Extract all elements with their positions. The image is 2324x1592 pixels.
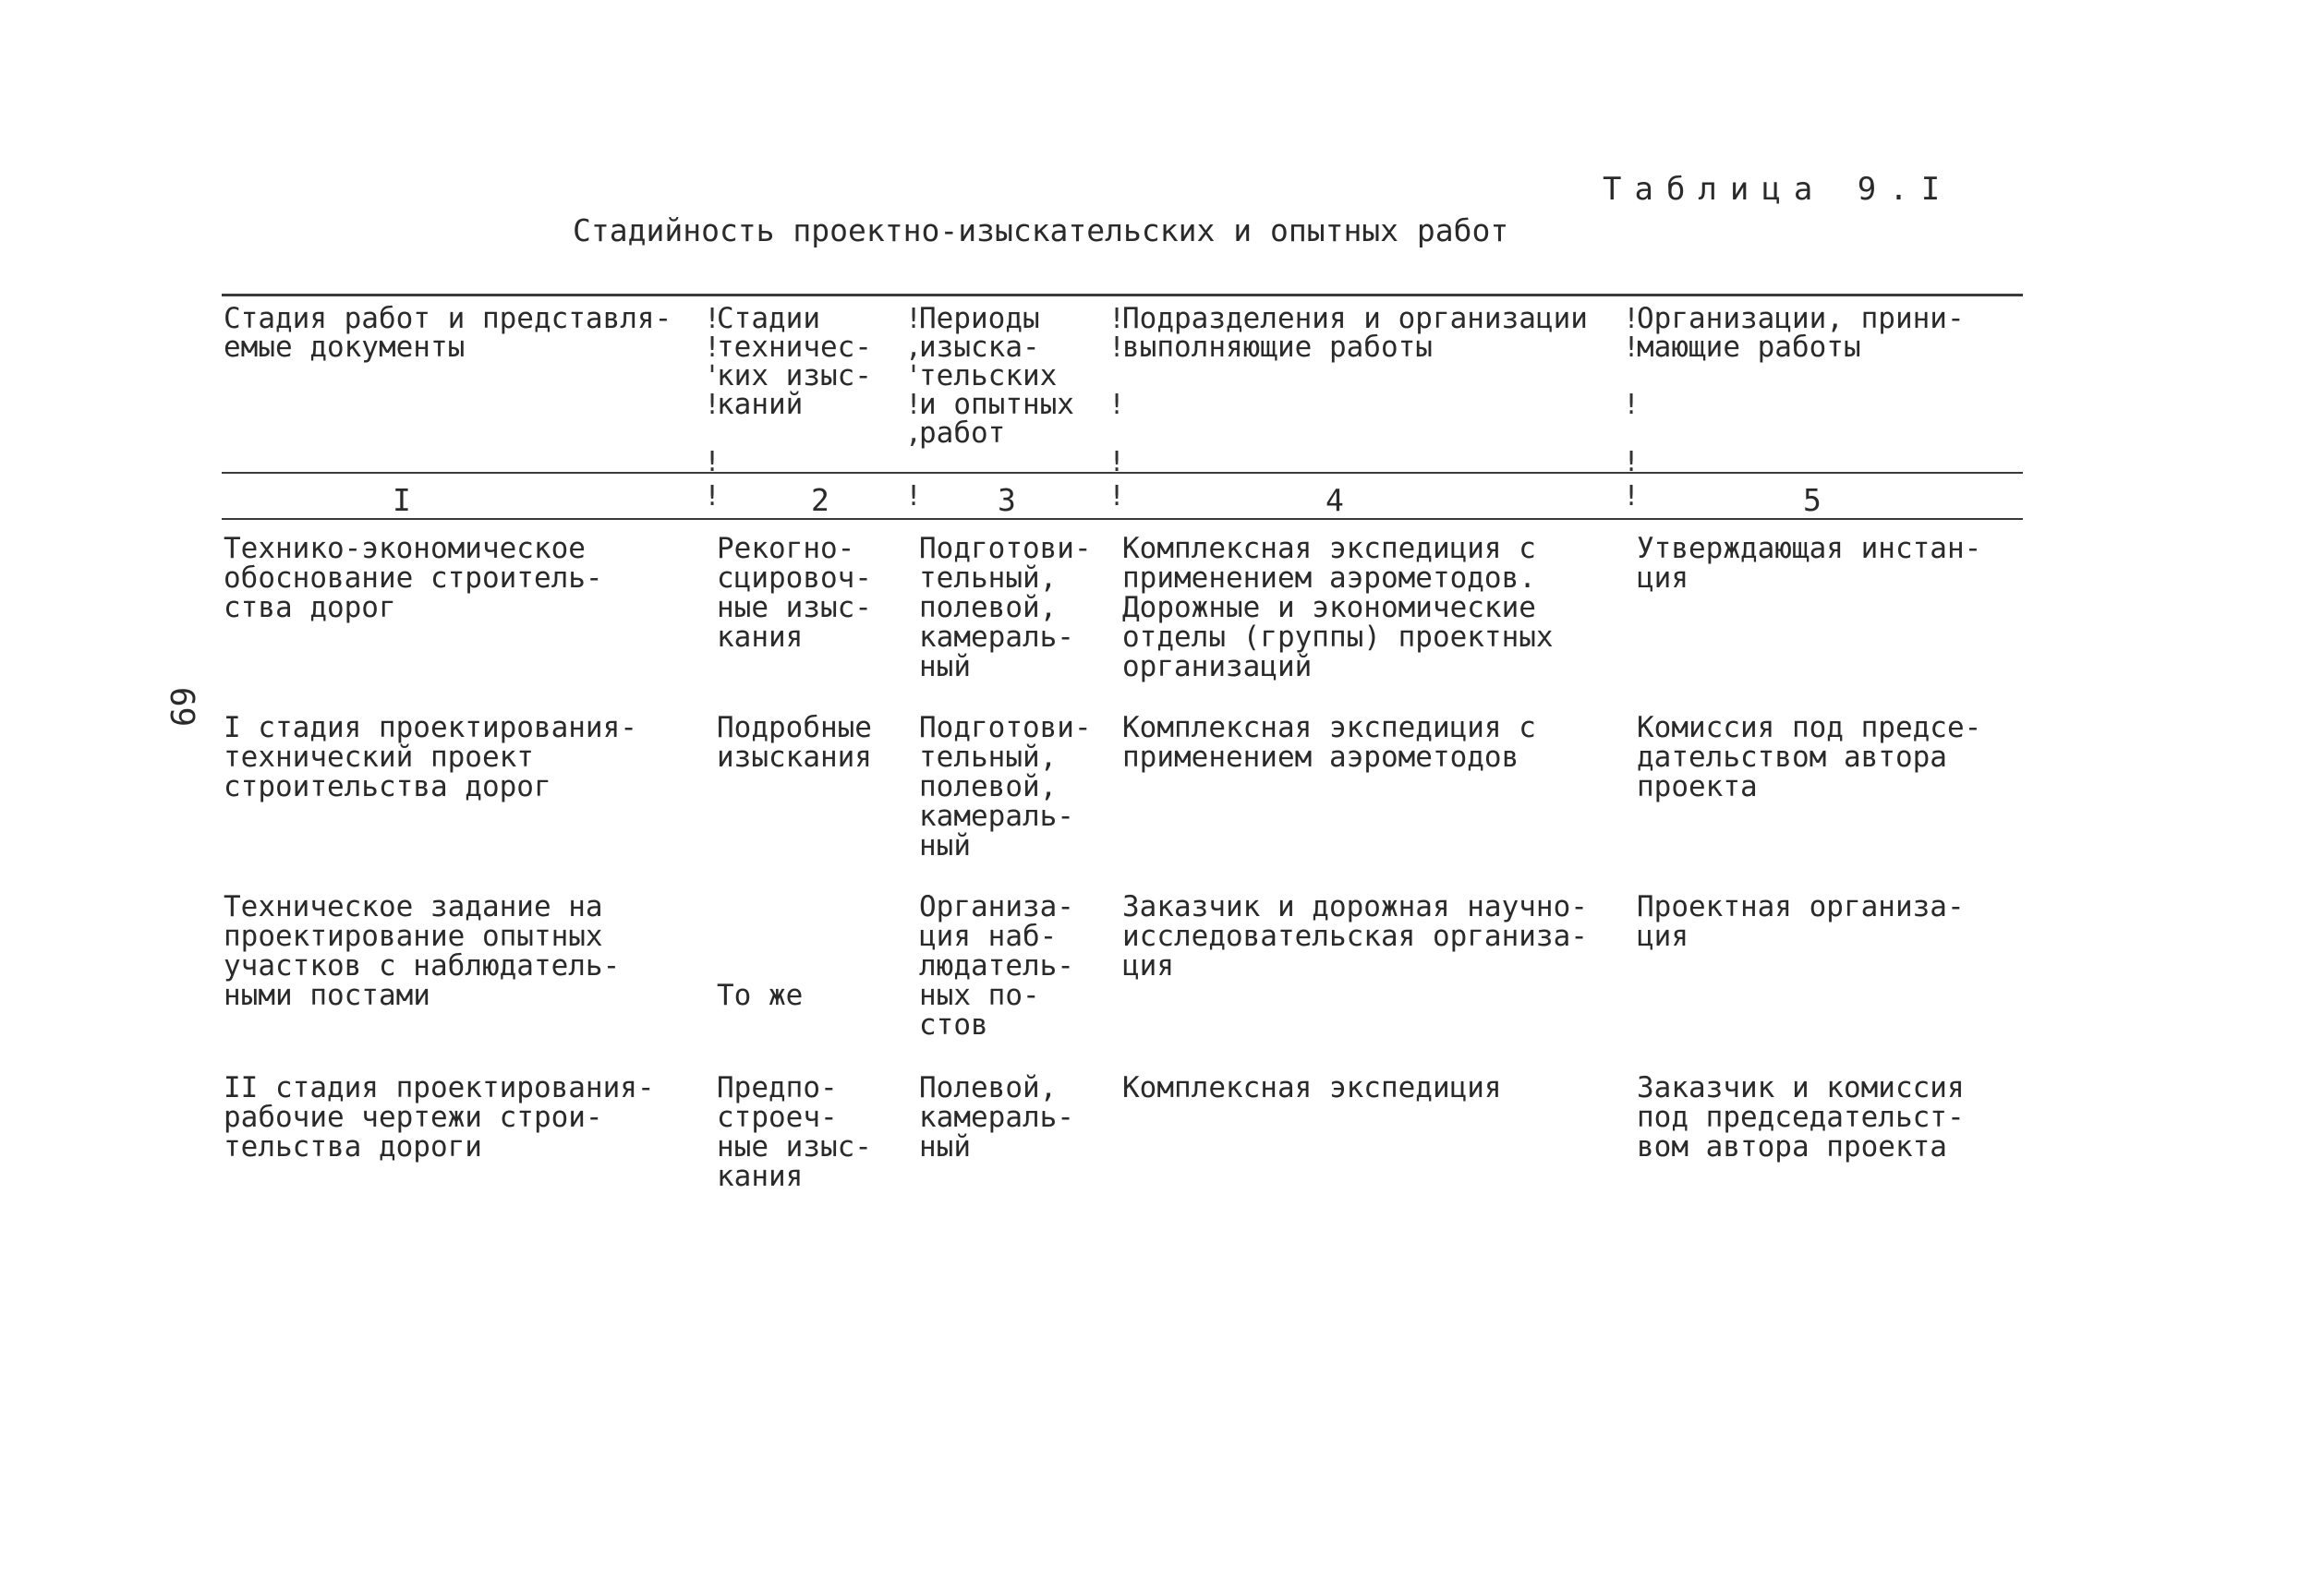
table-row-4-survey-stage: Предпо- строеч- ные изыс- кания [717,1071,872,1193]
table-row-4-period: Полевой, камераль- ный [919,1071,1074,1164]
number-separator: ! [905,480,923,513]
number-separator: ! [1623,480,1640,513]
table-row-1-stage: Технико-экономическое обоснование строитель- ства дорог [224,532,603,624]
header-performers: Подразделения и организации выполняющие работы [1122,302,1588,364]
table-row-3-acceptors: Проектная организа- ция [1637,890,1965,953]
header-separator: ! ! ! ! [1108,303,1126,478]
table-row-3-period: Организа- ция наб- людатель- ных по- стов [919,890,1074,1042]
header-acceptors: Организации, прини- мающие работы [1637,302,1965,364]
header-separator: ! ! ' ! ! [704,303,721,478]
document-title: Стадийность проектно-изыскательских и опытных работ [573,212,1509,248]
column-number-rule [222,518,2023,520]
table-row-2-survey-stage: Подробные изыскания [717,711,872,774]
number-separator: ! [704,480,721,513]
column-number: 5 [1803,482,1822,518]
column-number: 3 [998,482,1016,518]
table-row-4-acceptors: Заказчик и комиссия под председательст- вом автора проекта [1637,1071,1965,1164]
table-row-1-acceptors: Утверждающая инстан- ция [1637,532,1982,595]
table-row-2-period: Подготови- тельный, полевой, камераль- ный [919,711,1092,862]
column-number: 4 [1325,482,1344,518]
page-number: 69 [163,686,201,728]
header-stage: Стадия работ и представля- емые документы [224,302,672,364]
column-number: 2 [811,482,829,518]
header-period: Периоды изыска- тельских и опытных работ [919,302,1074,450]
table-row-3-performers: Заказчик и дорожная научно- исследовательская организа- ция [1122,890,1588,983]
table-top-rule [222,294,2023,296]
table-row-3-stage: Техническое задание на проектирование опытных участков с наблюдатель- ными постами [224,890,621,1012]
table-row-4-performers: Комплексная экспедиция [1122,1071,1502,1104]
table-row-3-survey-stage: То же [717,979,804,1012]
header-separator: ! ! ! ! [1623,303,1640,478]
number-separator: ! [1108,480,1126,513]
table-row-2-acceptors: Комиссия под предсе- дательством автора проекта [1637,711,1982,803]
header-survey-stage: Стадии техничес- ких изыс- каний [717,302,872,421]
table-label: Таблица 9.I [1603,171,1954,208]
header-separator: ! , ' ! , [905,303,923,450]
table-row-2-stage: I стадия проектирования- технический проект строительства дорог [224,711,637,803]
table-row-2-performers: Комплексная экспедиция с применением аэрометодов [1122,711,1536,774]
column-number: I [393,482,411,518]
table-row-1-period: Подготови- тельный, полевой, камераль- ный [919,532,1092,683]
table-row-1-performers: Комплексная экспедиция с применением аэрометодов. Дорожные и экономические отделы (группы) проектных организаций [1122,532,1554,683]
table-row-4-stage: II стадия проектирования- рабочие чертежи строи- тельства дороги [224,1071,655,1164]
table-row-1-survey-stage: Рекогно- сцировоч- ные изыс- кания [717,532,872,654]
